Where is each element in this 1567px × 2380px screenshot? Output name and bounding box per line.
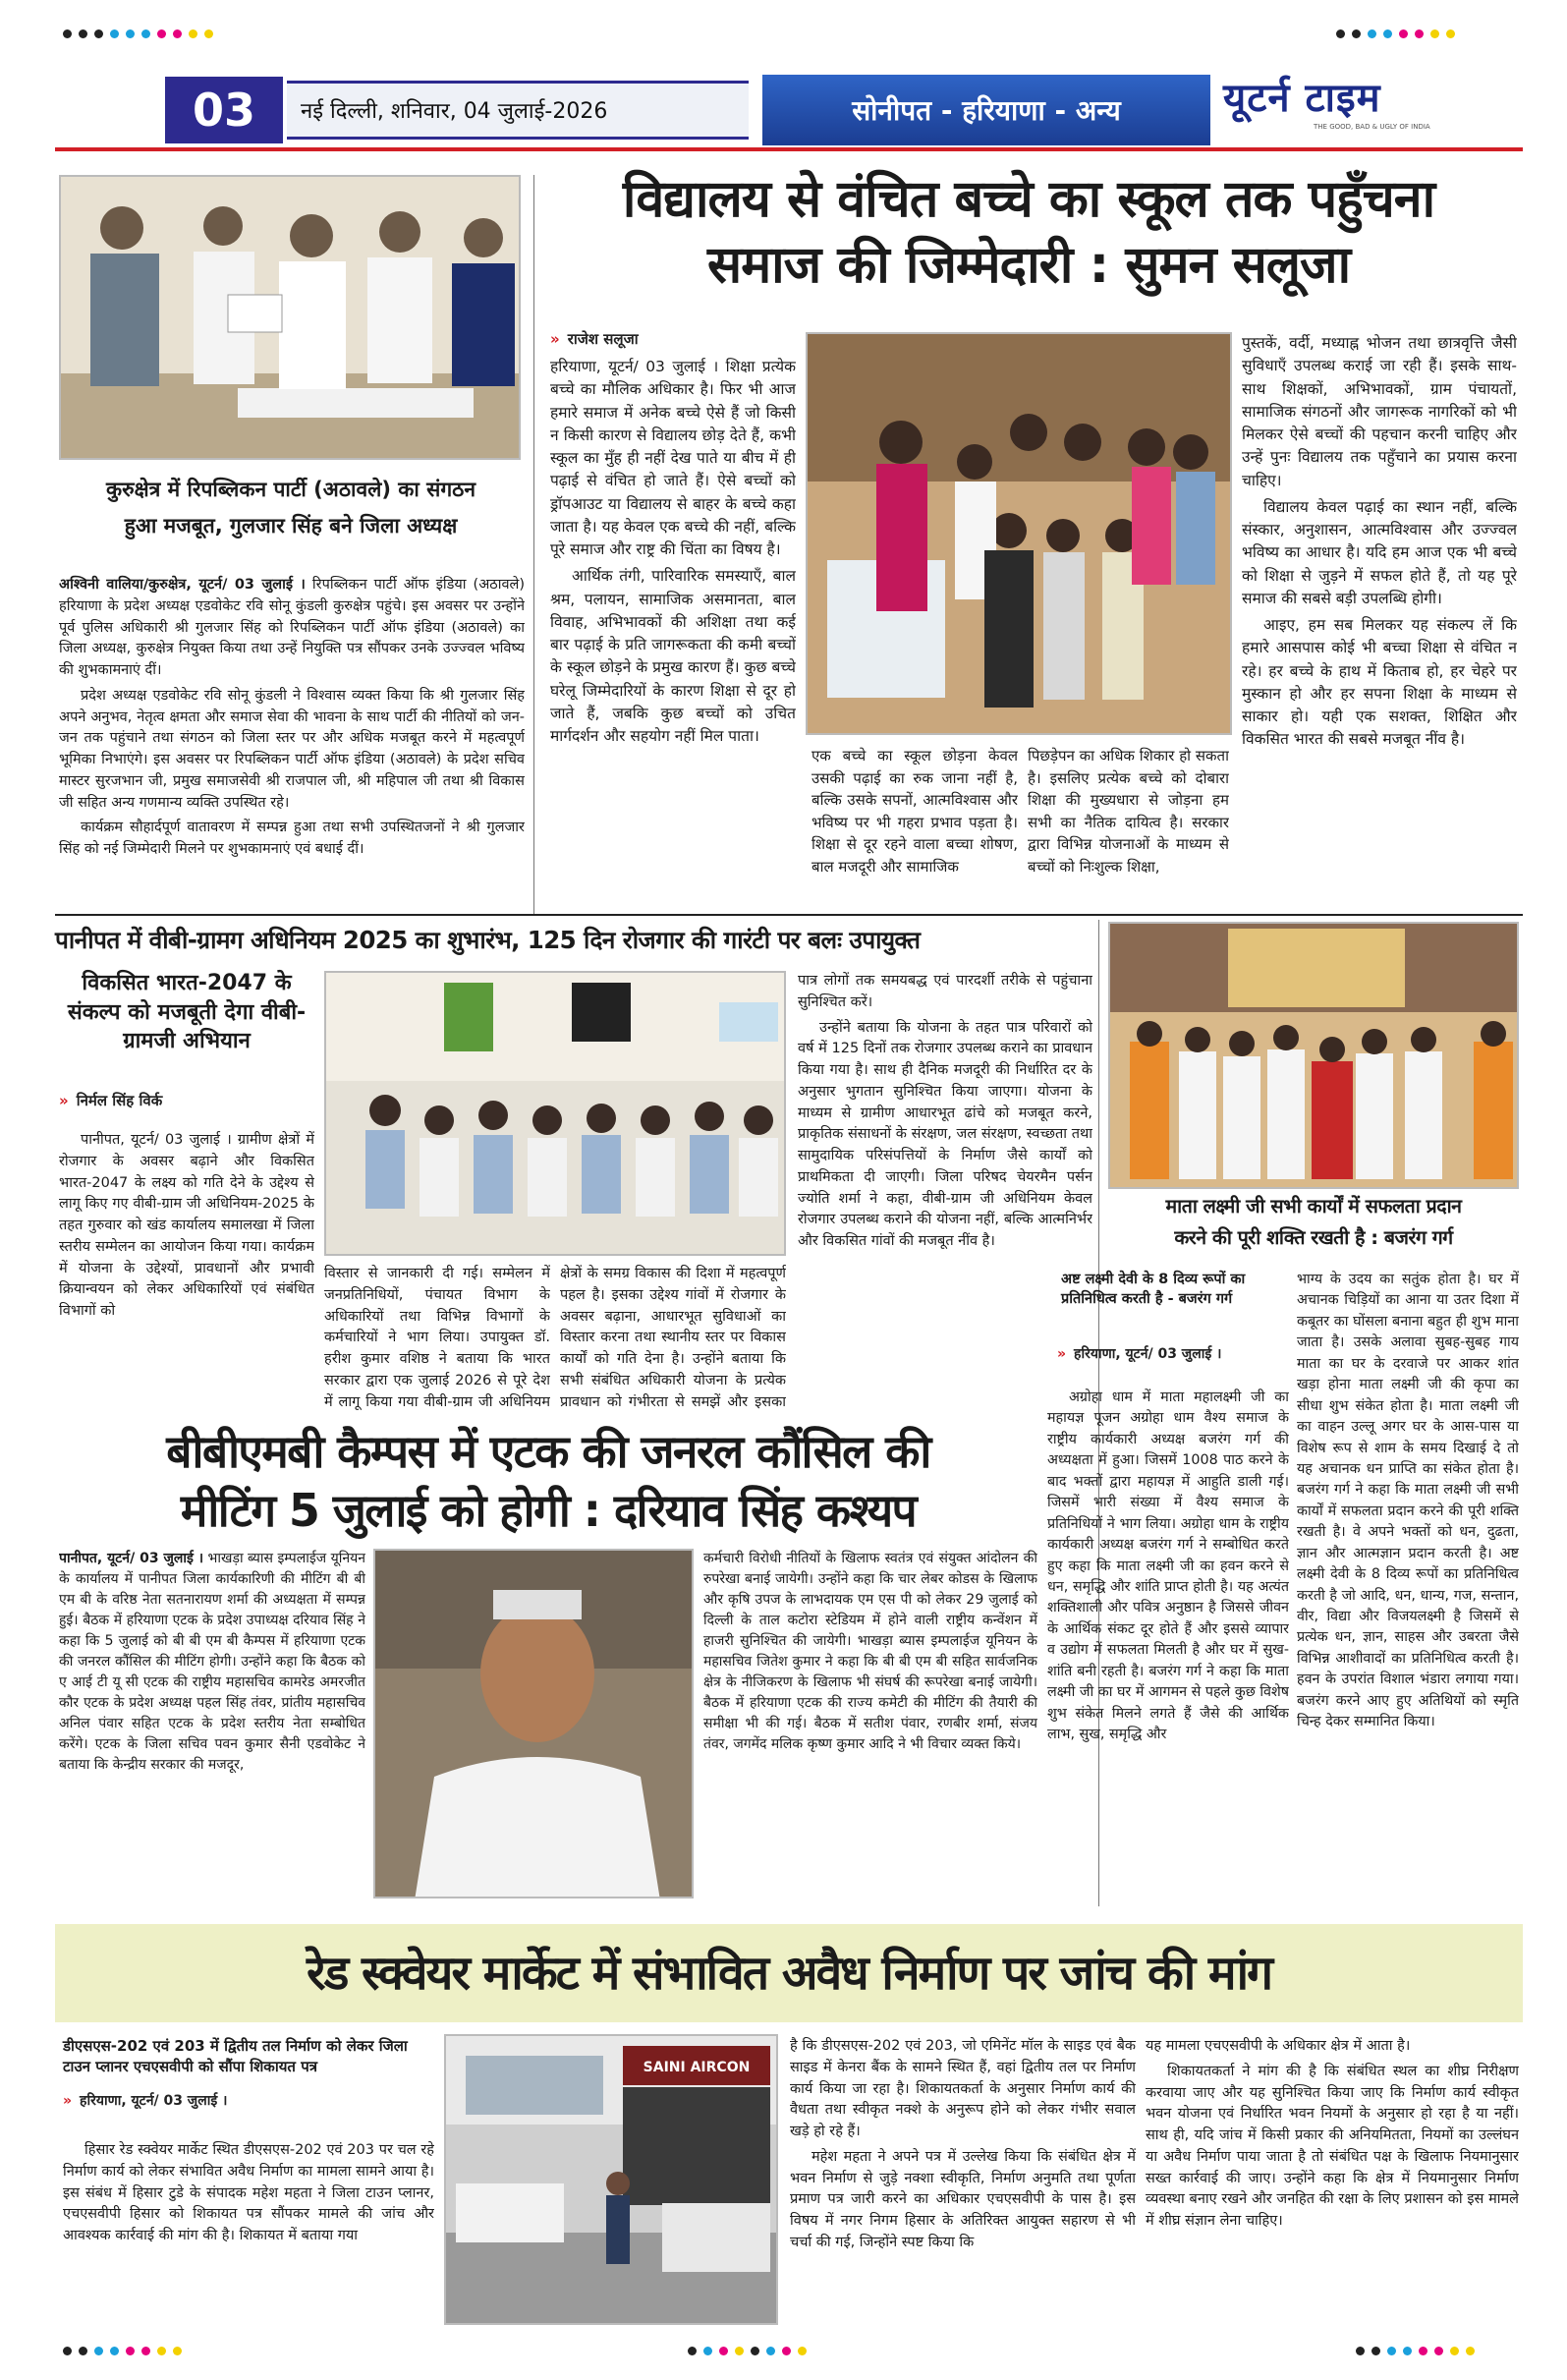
column-divider xyxy=(533,175,534,914)
kurukshetra-body xyxy=(59,575,525,914)
kurukshetra-para-1: रिपब्लिकन पार्टी ऑफ इंडिया (अठावले) हरियाणा के प्रदेश अध्यक्ष एडवोकेट रवि सोनू कुंडली कुरुक्षेत्र पहुंचे। इस अवसर पर उन्होंने पूर्व पुलिस अधिकारी श्री गुलजार सिंह को रिपब्लिकन पार्टी ऑफ इंडिया (अठावले) का जिला अध्यक्ष, कुरुक्षेत्र नियुक्त किया तथा उन्हें नियुक्ति पत्र सौंपकर उनके उज्ज्वल भविष्य की शुभकामनाएं दीं। xyxy=(59,577,525,678)
agroha-col1: अग्रोहा धाम में माता महालक्ष्मी जी का महायज्ञ पूजन अग्रोहा धाम वैश्य समाज के राष्ट्रीय कार्यकारी अध्यक्ष बजरंग गर्ग की अध्यक्षता में हुआ। जिसमें 1008 पाठ करने के बाद भक्तों द्वारा महायज्ञ में आहुति डाली गई। जिसमें भारी संख्या में वैश्य समाज के प्रतिनिधियों ने भाग लिया। अग्रोहा धाम के राष्ट्रीय कार्यकारी अध्यक्ष बजरंग गर्ग ने सम्बोधित करते हुए कहा कि माता लक्ष्मी जी का हवन करने से धन, समृद्धि और शांति प्राप्त होती है। यह अत्यंत शक्तिशाली और पवित्र अनुष्ठान है जिससे जीवन के आर्थिक संकट दूर होते हैं और इससे व्यापार व उद्योग में सफलता मिलती है और घर में सुख-शांति बनी रहती है। बजरंग गर्ग ने कहा कि माता लक्ष्मी जी का घर में आगमन से पहले कुछ विशेष शुभ संकेत मिलने लगते हैं जैसे की आर्थिक लाभ, सुख, समृद्धि और xyxy=(1047,1389,1289,1742)
story3-byline: » निर्मल सिंह विर्क xyxy=(59,1092,163,1109)
story1-col1 xyxy=(550,356,796,912)
kurukshetra-para-2: प्रदेश अध्यक्ष एडवोकेट रवि सोनू कुंडली ने विश्वास व्यक्त किया कि श्री गुलजार सिंह अपने अनुभव, नेतृत्व क्षमता और समाज सेवा की भावना के साथ पार्टी की नीतियों को जन-जन तक पहुंचाने तथा संगठन को जिला स्तर पर और अधिक मजबूत करने में महत्वपूर्ण भूमिका निभाएंगे। इस अवसर पर रिपब्लिकन पार्टी ऑफ इंडिया (अठावले) के प्रदेश सचिव मास्टर सुरजभान जी, प्रमुख समाजसेवी श्री राजपाल जी, श्री महिपाल जी तथा श्री विकास जी सहित अन्य गणमान्य व्यक्ति उपस्थित रहे। xyxy=(59,687,525,811)
story1-col3 xyxy=(1242,332,1517,912)
story1-para-3: पुस्तकें, वर्दी, मध्याह्न भोजन तथा छात्रवृत्ति जैसी सुविधाएँ उपलब्ध कराई जा रही हैं। इसके साथ-साथ शिक्षकों, अभिभावकों, ग्राम पंचायतों, सामाजिक संगठनों और जागरूक नागरिकों को भी मिलकर ऐसे बच्चों की पहचान करनी चाहिए और उन्हें पुनः विद्यालय तक पहुँचाने का प्रयास करना चाहिए। xyxy=(1242,334,1517,489)
registration-dots-bottom-mid xyxy=(688,2347,807,2355)
registration-dots-bottom xyxy=(63,2347,182,2355)
story6-col3 xyxy=(790,2036,1136,2325)
story1-para-4: विद्यालय केवल पढ़ाई का स्थान नहीं, बल्कि संस्कार, अनुशासन, आत्मविश्वास और उज्ज्वल भविष्य का आधार है। यदि हम आज एक भी बच्चे को शिक्षा से जुड़ने में सफल होते हैं, तो यह पूरे समाज की सबसे बड़ी उपलब्धि होगी। xyxy=(1242,497,1517,607)
story5-headline-line2: मीटिंग 5 जुलाई को होगी : दरियाव सिंह कश्यप xyxy=(180,1483,917,1537)
story5-headline xyxy=(55,1423,1041,1541)
red-square-market-photo xyxy=(444,2034,778,2325)
kurukshetra-photo xyxy=(59,175,521,460)
section-label: सोनीपत - हरियाणा - अन्य xyxy=(762,75,1210,145)
story3-headline: पानीपत में वीबी-ग्रामग अधिनियम 2025 का शुभारंभ, 125 दिन रोजगार की गारंटी पर बलः उपायुक्त xyxy=(55,926,921,954)
story3-col2: विस्तार से जानकारी दी गई। सम्मेलन में जनप्रतिनिधियों, पंचायत विभाग के अधिकारियों तथा विभिन्न विभागों के कर्मचारियों ने भाग लिया। उपायुक्त डॉ. हरीश कुमार वशिष्ठ ने बताया कि भारत सरकार द्वारा एक जुलाई 2026 से पूरे देश में लागू किया गया वीबी-ग्राम जी अधिनियम xyxy=(324,1266,550,1410)
story6-byline: » हरियाणा, यूटर्न/ 03 जुलाई । xyxy=(63,2093,228,2109)
kurukshetra-caption-line2: हुआ मजबूत, गुलजार सिंह बने जिला अध्यक्ष xyxy=(124,513,458,538)
story6-col1: हिसार रेड स्क्वेयर मार्केट स्थित डीएसएस-202 एवं 203 पर चल रहे निर्माण कार्य को लेकर संभावित अवैध निर्माण का मामला सामने आया है। इस संबंध में हिसार टुडे के संपादक महेश महता ने जिला टाउन प्लानर, एचएसवीपी हिसार को शिकायत पत्र सौंपकर मामले की जांच और आवश्यक कार्रवाई की मांग की है। शिकायत में बताया गया xyxy=(63,2142,434,2243)
story3-subhead: विकसित भारत-2047 के संकल्प को मजबूती देगा वीबी-ग्रामजी अभियान xyxy=(67,971,307,1054)
agroha-col2: भाग्य के उदय का सतुंक होता है। घर में अचानक चिड़ियों का आना या उतर दिशा में कबूतर का घोंसला बनाना बहुत ही शुभ माना जाता है। उसके अलावा सुबह-सुबह गाय माता का घर के दरवाजे पर आकर शांत खड़ा होना माता लक्ष्मी जी की कृपा का सीधा शुभ संकेत होता है। माता लक्ष्मी जी का वाहन उल्लू अगर घर के आस-पास या विशेष रूप से शाम के समय दिखाई दे तो यह अचानक धन प्राप्ति का संकेत होता है। बजरंग गर्ग ने कहा कि माता लक्ष्मी जी सभी कार्यों में सफलता प्रदान करने की पूरी शक्ति रखती है। वे अपने भक्तों को धन, दुढता, ज्ञान और आत्मज्ञान प्रदान करती है। अष्ट लक्ष्मी देवी के 8 दिव्य रूपों का प्रतिनिधित्व करती है जो आदि, धन, धान्य, गज, सन्तान, वीर, विद्या और विजयलक्ष्मी है जिसमें से प्रत्येक धन, ज्ञान, साहस और उबरता जैसे विभिन्न आशीवादों का प्रतिनिधित्व करती है। हवन के उपरांत विशाल भंडारा लगाया गया। बजरंग करने आए हुए अतिथियों को स्मृति चिन्ह देकर सम्मानित किया। xyxy=(1297,1272,1519,1730)
story5-lead: पानीपत, यूटर्न/ 03 जुलाई । xyxy=(59,1551,204,1566)
panipat-meeting-photo xyxy=(324,971,786,1256)
students-photo xyxy=(806,332,1232,735)
story3-col1: पानीपत, यूटर्न/ 03 जुलाई । ग्रामीण क्षेत्रों में रोजगार के अवसर बढ़ाने और विकसित भारत-2047 के लक्ष्य को गति देने के उद्देश्य से लागू किए गए वीबी-ग्राम जी अधिनियम-2025 के तहत गुरुवार को खंड कार्यालय समालखा में जिला स्तरीय सम्मेलन का आयोजन किया गया। कार्यक्रम में योजना के उद्देश्यों, प्रावधानों और प्रभावी क्रियान्वयन को लेकर अधिकारियों एवं संबंधित विभागों को xyxy=(59,1132,314,1319)
story1-para-2: आर्थिक तंगी, पारिवारिक समस्याएँ, बाल श्रम, पलायन, सामाजिक असमानता, बाल विवाह, अभिभावकों की अशिक्षा तथा कई बार पढ़ाई के प्रति जागरूकता की कमी बच्चों के स्कूल छोड़ने के प्रमुख कारण हैं। कुछ बच्चे घरेलू जिम्मेदारियों के कारण शिक्षा से दूर हो जाते हैं, जबकि कुछ बच्चों को उचित मार्गदर्शन और सहयोग नहीं मिल पाता। xyxy=(550,567,796,745)
registration-dots-bottom-right xyxy=(1356,2347,1475,2355)
story5-col3: कर्मचारी विरोधी नीतियों के खिलाफ स्वतंत्र एवं संयुक्त आंदोलन की रुपरेखा बनाई जायेगी। उन्होंने कहा कि चार लेबर कोडस के खिलाफ और कृषि उपज के लाभदायक एम एस पी को लेकर 29 जुलाई को दिल्ली के ताल कटोरा स्टेडियम में होने वाली राष्ट्रीय कन्वेंशन में हाजरी सुनिश्चित की जायेगी। भाखड़ा ब्यास इम्पलाईज यूनियन के महासचिव जितेश कुमार ने कहा कि बी बी एम बी सहित सार्वजनिक क्षेत्र के नीजिकरण के खिलाफ भी संघर्ष की रूपरेखा बनाई जायेगी। बैठक में हरियाणा एटक की राज्य कमेटी की मीटिंग की तैयारी की समीक्षा भी की गई। बैठक में सतीश पंवार, रणबीर शर्मा, संजय तंवर, जगमेंद मलिक कृष्ण कुमार आदि ने भी विचार व्यक्त किये। xyxy=(703,1551,1037,1752)
registration-dots-top xyxy=(63,29,213,38)
story3-para-b: उन्होंने बताया कि योजना के तहत पात्र परिवारों को वर्ष में 125 दिनों तक रोजगार उपलब्ध कराने का प्रावधान किया गया है। साथ ही दैनिक मजदूरी की निर्धारित दर के अनुसार भुगतान सुनिश्चित किया जाएगा। योजना के माध्यम से ग्रामीण आधारभूत ढांचे को मजबूत करने, प्राकृतिक संसाधनों के संरक्षण, जल संरक्षण, स्वच्छता तथा सामुदायिक परिसंपत्तियों के निर्माण जैसे कार्यों को प्राथमिकता दी जाएगी। जिला परिषद चेयरमैन पर्सन ज्योति शर्मा ने कहा, वीबी-ग्राम जी अधिनियम केवल रोजगार उपलब्ध कराने की योजना नहीं, बल्कि आत्मनिर्भर और विकसित गांवों की मजबूत नींव है। xyxy=(798,1019,1092,1249)
story6-para-d: शिकायतकर्ता ने मांग की है कि संबंधित स्थल का शीघ्र निरीक्षण करवाया जाए और यह सुनिश्चित किया जाए कि निर्माण कार्य स्वीकृत भवन योजना एवं निर्धारित भवन नियमों के अनुसार हो रहा है या नहीं। साथ ही, यदि जांच में किसी प्रकार की अनियमितता, नियमों का उल्लंघन या अवैध निर्माण पाया जाता है तो संबंधित पक्ष के खिलाफ नियमानुसार सख्त कार्रवाई की जाए। उन्होंने कहा कि क्षेत्र में नियमानुसार निर्माण व्यवस्था बनाए रखने और जनहित की रक्षा के लिए प्रशासन को इस मामले में शीघ्र संज्ञान लेना चाहिए। xyxy=(1146,2063,1519,2229)
story5-col1 xyxy=(59,1549,365,1902)
story1-byline: » राजेश सलूजा xyxy=(550,330,639,348)
masthead-tagline: THE GOOD, BAD & UGLY OF INDIA xyxy=(1314,123,1430,131)
registration-dots-top-right xyxy=(1336,29,1455,38)
kurukshetra-para-3: कार्यक्रम सौहार्दपूर्ण वातावरण में सम्पन्न हुआ तथा सभी उपस्थितजनों ने श्री गुलजार सिंह को नई जिम्मेदारी मिलने पर शुभकामनाएं एवं बधाई दीं। xyxy=(59,820,525,857)
masthead-logo xyxy=(1223,69,1469,147)
story3-col4 xyxy=(798,971,1092,1413)
story1-para-5: आइए, हम सब मिलकर यह संकल्प लें कि हमारे आसपास कोई भी बच्चा शिक्षा से वंचित न रहे। हर बच्चे के हाथ में किताब हो, हर चेहरे पर मुस्कान हो और हर सपना शिक्षा के माध्यम से साकार हो। यही एक सशक्त, शिक्षित और विकसित भारत की सबसे मजबूत नींव है। xyxy=(1242,616,1517,749)
story1-headline-line1: विद्यालय से वंचित बच्चे का स्कूल तक पहुँचना xyxy=(622,170,1435,229)
kurukshetra-caption xyxy=(57,472,525,544)
story6-para-c: यह मामला एचएसवीपी के अधिकार क्षेत्र में आता है। xyxy=(1146,2038,1411,2054)
shop-sign-text: SAINI AIRCON xyxy=(643,2060,751,2075)
agroha-photo xyxy=(1108,922,1519,1189)
masthead-name: यूटर्न टाइम xyxy=(1223,76,1381,121)
agroha-caption-line2: करने की पूरी शक्ति रखती है : बजरंग गर्ग xyxy=(1174,1226,1453,1250)
story1-para-1: हरियाणा, यूटर्न/ 03 जुलाई । शिक्षा प्रत्येक बच्चे का मौलिक अधिकार है। फिर भी आज हमारे समाज में अनेक बच्चे ऐसे हैं जो किसी न किसी कारण से विद्यालय छोड़ देते हैं, कभी स्कूल का मुँह ही नहीं देख पाते या बीच में ही पढ़ाई से वंचित हो जाते हैं। ऐसे बच्चों को ड्रॉपआउट या विद्यालय से बाहर के बच्चे कहा जाता है। यह केवल एक बच्चे की नहीं, बल्कि पूरे समाज और राष्ट्र की चिंता का विषय है। xyxy=(550,358,796,558)
story6-subhead: डीएसएस-202 एवं 203 में द्वितीय तल निर्माण को लेकर जिला टाउन प्लानर एचएसवीपी को सौंपा शिकायत पत्र xyxy=(63,2037,408,2075)
darriyav-singh-photo xyxy=(373,1549,694,1898)
story1-headline-line2: समाज की जिम्मेदारी : सुमन सलूजा xyxy=(706,235,1351,295)
header-rule xyxy=(55,147,1523,151)
kurukshetra-caption-line1: कुरुक्षेत्र में रिपब्लिकन पार्टी (अठावले) का संगठन xyxy=(105,478,476,501)
story5-headline-line1: बीबीएमबी कैम्पस में एटक की जनरल कौंसिल की xyxy=(166,1425,930,1478)
page-number: 03 xyxy=(165,77,283,143)
agroha-caption-line1: माता लक्ष्मी जी सभी कार्यों में सफलता प्रदान xyxy=(1165,1195,1462,1218)
agroha-byline: » हरियाणा, यूटर्न/ 03 जुलाई । xyxy=(1057,1346,1222,1362)
story3-para-a: पात्र लोगों तक समयबद्ध एवं पारदर्शी तरीके से पहुंचाना सुनिश्चित करें। xyxy=(798,973,1092,1010)
kurukshetra-lead: अश्विनी वालिया/कुरुक्षेत्र, यूटर्न/ 03 जुलाई । xyxy=(59,577,306,593)
story1-under-photo-a: एक बच्चे का स्कूल छोड़ना केवल उसकी पढ़ाई का रुक जाना नहीं है, बल्कि उसके सपनों, आत्मविश्वास और भविष्य पर भी गहरा प्रभाव पड़ता है। शिक्षा से दूर रहने वाला बच्चा शोषण, बाल मजदूरी और सामाजिक xyxy=(811,747,1018,876)
story6-para-b: महेश महता ने अपने पत्र में उल्लेख किया कि संबंधित क्षेत्र में भवन निर्माण से जुड़े नक्शा स्वीकृति, निर्माण अनुमति तथा पूर्णता प्रमाण पत्र जारी करने का अधिकार एचएसवीपी के पास है। इस विषय में नगर निगम हिसार के अतिरिक्त आयुक्त सहारण से भी चर्चा की गई, जिन्होंने स्पष्ट किया कि xyxy=(790,2148,1136,2250)
dateline: नई दिल्ली, शनिवार, 04 जुलाई-2026 xyxy=(287,81,749,140)
story3-col3: क्षेत्रों के समग्र विकास की दिशा में महत्वपूर्ण पहल है। इसका उद्देश्य गांवों में रोजगार के अवसर बढ़ाना, आधारभूत सुविधाओं का विस्तार करना तथा स्थानीय स्तर पर विकास कार्यों को गति देना है। उन्होंने बताया कि सभी संबंधित अधिकारी योजना के प्रत्येक प्रावधान को गंभीरता से समझें और इसका xyxy=(560,1266,786,1410)
story6-para-a: है कि डीएसएस-202 एवं 203, जो एमिनेंट मॉल के साइड एवं बैक साइड में केनरा बैंक के सामने स्थित हैं, वहां द्वितीय तल पर निर्माण कार्य किया जा रहा है। शिकायतकर्ता के अनुसार निर्माण कार्य की वैधता तथा स्वीकृत नक्शे के अनुरूप होने को लेकर गंभीर सवाल खड़े हो रहे हैं। xyxy=(790,2038,1136,2139)
story5-para-1: भाखड़ा ब्यास इम्पलाईज यूनियन के कार्यालय में पानीपत जिला कार्यकारिणी की मीटिंग बी बी एम बी के वरिष्ठ नेता सतनारायण शर्मा की अध्यक्षता में सम्पन्न हुई। बैठक में हरियाणा एटक के प्रदेश उपाध्यक्ष दरियाव सिंह ने कहा कि 5 जुलाई को बी बी एम बी कैम्पस में हरियाणा एटक की जनरल कौंसिल की मीटिंग होगी। उन्होंने कहा कि बैठक को ए आई टी यू सी एटक की राष्ट्रीय महासचिव कामरेड अमरजीत कौर एटक के प्रदेश अध्यक्ष पहल सिंह तंवर, प्रांतीय महासचिव अनिल पंवार सहित एटक के प्रदेश स्तरीय नेता सम्बोधित करेंगे। एटक के जिला सचिव पवन कुमार सैनी एडवोकेट ने बताया कि केन्द्रीय सरकार की मजदूर, xyxy=(59,1551,365,1773)
story1-under-photo-b: पिछड़ेपन का अधिक शिकार हो सकता है। इसलिए प्रत्येक बच्चे को दोबारा शिक्षा की मुख्यधारा से जोड़ना हम सभी का नैतिक दायित्व है। सरकार द्वारा विभिन्न योजनाओं के माध्यम से बच्चों को निःशुल्क शिक्षा, xyxy=(1028,747,1229,876)
story6-col4 xyxy=(1146,2036,1519,2325)
agroha-caption xyxy=(1104,1191,1523,1254)
story1-headline xyxy=(542,167,1515,298)
section-rule xyxy=(55,914,1523,916)
story6-headline: रेड स्क्वेयर मार्केट में संभावित अवैध निर्माण पर जांच की मांग xyxy=(306,1946,1272,2001)
agroha-subhead: अष्ट लक्ष्मी देवी के 8 दिव्य रूपों का प्रतिनिधित्व करती है - बजरंग गर्ग xyxy=(1061,1272,1246,1308)
